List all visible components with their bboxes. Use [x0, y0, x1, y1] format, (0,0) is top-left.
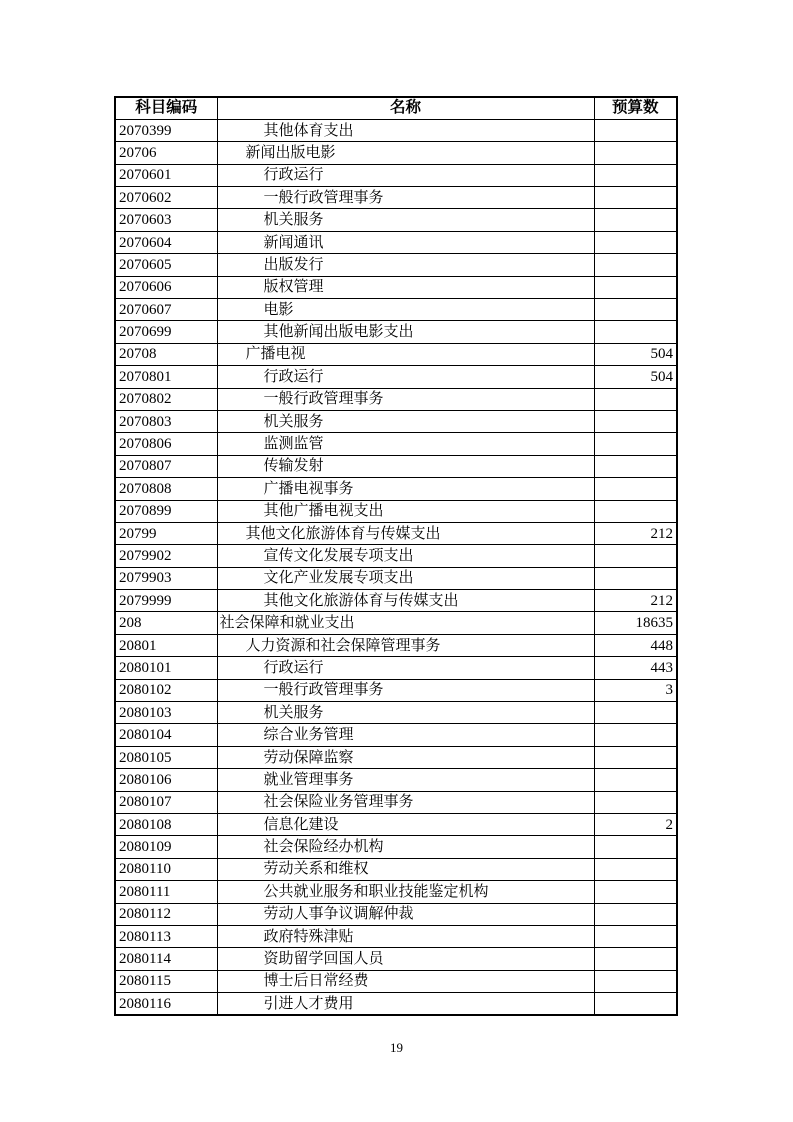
subject-name-cell: 出版发行 [217, 254, 594, 276]
table-row [115, 993, 677, 1015]
subject-name-cell: 监测监管 [217, 433, 594, 455]
subject-name-cell: 一般行政管理事务 [217, 388, 594, 410]
subject-name-cell: 行政运行 [217, 657, 594, 679]
budget-table-body [115, 119, 677, 1015]
table-row [115, 925, 677, 947]
subject-name-cell: 新闻通讯 [217, 231, 594, 253]
table-row [115, 746, 677, 768]
budget-amount-cell [594, 702, 677, 724]
subject-code-cell: 2080115 [115, 970, 217, 992]
table-row [115, 231, 677, 253]
subject-name-cell: 机关服务 [217, 410, 594, 432]
header-subject-code: 科目编码 [115, 97, 217, 119]
budget-amount-cell: 212 [594, 590, 677, 612]
table-row [115, 343, 677, 365]
table-row [115, 903, 677, 925]
subject-name-cell: 其他广播电视支出 [217, 500, 594, 522]
subject-name-cell: 广播电视事务 [217, 478, 594, 500]
table-row [115, 299, 677, 321]
subject-name-cell: 政府特殊津贴 [217, 925, 594, 947]
subject-name-cell: 公共就业服务和职业技能鉴定机构 [217, 881, 594, 903]
table-row [115, 522, 677, 544]
table-row [115, 836, 677, 858]
budget-amount-cell [594, 925, 677, 947]
subject-code-cell: 2079903 [115, 567, 217, 589]
subject-name-cell: 其他新闻出版电影支出 [217, 321, 594, 343]
budget-amount-cell [594, 746, 677, 768]
budget-amount-cell [594, 836, 677, 858]
budget-amount-cell [594, 970, 677, 992]
subject-code-cell: 2070802 [115, 388, 217, 410]
subject-code-cell: 20708 [115, 343, 217, 365]
table-row [115, 679, 677, 701]
subject-name-cell: 行政运行 [217, 164, 594, 186]
table-row [115, 455, 677, 477]
budget-amount-cell [594, 948, 677, 970]
subject-code-cell: 2080106 [115, 769, 217, 791]
subject-code-cell: 2070803 [115, 410, 217, 432]
subject-code-cell: 2080116 [115, 993, 217, 1015]
budget-amount-cell: 3 [594, 679, 677, 701]
subject-code-cell: 208 [115, 612, 217, 634]
subject-name-cell: 其他文化旅游体育与传媒支出 [217, 522, 594, 544]
budget-amount-cell [594, 254, 677, 276]
header-row [115, 97, 677, 119]
budget-amount-cell [594, 410, 677, 432]
budget-amount-cell [594, 209, 677, 231]
budget-amount-cell [594, 142, 677, 164]
subject-code-cell: 2080114 [115, 948, 217, 970]
subject-code-cell: 2070605 [115, 254, 217, 276]
table-row [115, 702, 677, 724]
budget-amount-cell: 212 [594, 522, 677, 544]
subject-code-cell: 2080109 [115, 836, 217, 858]
table-row [115, 634, 677, 656]
subject-name-cell: 社会保险业务管理事务 [217, 791, 594, 813]
subject-name-cell: 劳动关系和维权 [217, 858, 594, 880]
table-row [115, 433, 677, 455]
subject-name-cell: 机关服务 [217, 209, 594, 231]
subject-name-cell: 版权管理 [217, 276, 594, 298]
subject-name-cell: 劳动保障监察 [217, 746, 594, 768]
budget-amount-cell [594, 231, 677, 253]
subject-code-cell: 2070602 [115, 187, 217, 209]
table-row [115, 500, 677, 522]
budget-amount-cell [594, 455, 677, 477]
table-row [115, 567, 677, 589]
subject-name-cell: 电影 [217, 299, 594, 321]
table-row [115, 142, 677, 164]
budget-amount-cell: 504 [594, 343, 677, 365]
subject-name-cell: 行政运行 [217, 366, 594, 388]
subject-code-cell: 2080102 [115, 679, 217, 701]
table-row [115, 276, 677, 298]
subject-code-cell: 2079999 [115, 590, 217, 612]
budget-amount-cell [594, 478, 677, 500]
table-row [115, 814, 677, 836]
subject-name-cell: 传输发射 [217, 455, 594, 477]
subject-name-cell: 引进人才费用 [217, 993, 594, 1015]
subject-code-cell: 2070808 [115, 478, 217, 500]
budget-amount-cell [594, 388, 677, 410]
budget-table [114, 96, 678, 1016]
budget-amount-cell [594, 187, 677, 209]
table-row [115, 612, 677, 634]
table-row [115, 881, 677, 903]
table-row [115, 590, 677, 612]
subject-name-cell: 综合业务管理 [217, 724, 594, 746]
subject-code-cell: 20706 [115, 142, 217, 164]
subject-name-cell: 机关服务 [217, 702, 594, 724]
subject-name-cell: 其他体育支出 [217, 119, 594, 141]
subject-code-cell: 2070806 [115, 433, 217, 455]
subject-name-cell: 文化产业发展专项支出 [217, 567, 594, 589]
budget-amount-cell [594, 299, 677, 321]
subject-code-cell: 2080111 [115, 881, 217, 903]
subject-code-cell: 2070606 [115, 276, 217, 298]
table-row [115, 209, 677, 231]
subject-code-cell: 2080108 [115, 814, 217, 836]
subject-code-cell: 2070899 [115, 500, 217, 522]
budget-amount-cell [594, 993, 677, 1015]
subject-code-cell: 2080101 [115, 657, 217, 679]
subject-code-cell: 2080110 [115, 858, 217, 880]
table-row [115, 321, 677, 343]
table-row [115, 478, 677, 500]
budget-amount-cell [594, 881, 677, 903]
budget-amount-cell [594, 500, 677, 522]
table-row [115, 791, 677, 813]
table-row [115, 545, 677, 567]
subject-code-cell: 2070603 [115, 209, 217, 231]
table-row [115, 366, 677, 388]
budget-amount-cell: 504 [594, 366, 677, 388]
budget-amount-cell [594, 276, 677, 298]
header-budget: 预算数 [594, 97, 677, 119]
table-row [115, 858, 677, 880]
subject-name-cell: 资助留学回国人员 [217, 948, 594, 970]
budget-amount-cell [594, 433, 677, 455]
budget-amount-cell: 443 [594, 657, 677, 679]
table-row [115, 119, 677, 141]
subject-name-cell: 广播电视 [217, 343, 594, 365]
budget-amount-cell [594, 545, 677, 567]
subject-code-cell: 2080107 [115, 791, 217, 813]
header-name: 名称 [217, 97, 594, 119]
budget-amount-cell [594, 858, 677, 880]
page-number: 19 [390, 1040, 403, 1055]
subject-name-cell: 社会保障和就业支出 [217, 612, 594, 634]
subject-name-cell: 其他文化旅游体育与传媒支出 [217, 590, 594, 612]
table-row [115, 970, 677, 992]
subject-code-cell: 2080103 [115, 702, 217, 724]
table-row [115, 187, 677, 209]
subject-name-cell: 社会保险经办机构 [217, 836, 594, 858]
subject-code-cell: 2080112 [115, 903, 217, 925]
subject-name-cell: 信息化建设 [217, 814, 594, 836]
budget-amount-cell: 448 [594, 634, 677, 656]
budget-amount-cell: 18635 [594, 612, 677, 634]
subject-code-cell: 2070699 [115, 321, 217, 343]
table-row [115, 724, 677, 746]
subject-code-cell: 2080104 [115, 724, 217, 746]
budget-amount-cell [594, 164, 677, 186]
subject-code-cell: 2070807 [115, 455, 217, 477]
subject-code-cell: 2070607 [115, 299, 217, 321]
budget-amount-cell [594, 321, 677, 343]
budget-amount-cell [594, 769, 677, 791]
subject-code-cell: 2080113 [115, 925, 217, 947]
subject-code-cell: 2070601 [115, 164, 217, 186]
subject-code-cell: 2070399 [115, 119, 217, 141]
subject-code-cell: 2080105 [115, 746, 217, 768]
table-row [115, 769, 677, 791]
budget-table-header [115, 97, 677, 119]
subject-name-cell: 劳动人事争议调解仲裁 [217, 903, 594, 925]
subject-name-cell: 人力资源和社会保障管理事务 [217, 634, 594, 656]
table-row [115, 254, 677, 276]
table-row [115, 948, 677, 970]
budget-amount-cell [594, 903, 677, 925]
subject-name-cell: 博士后日常经费 [217, 970, 594, 992]
subject-code-cell: 2070801 [115, 366, 217, 388]
table-row [115, 410, 677, 432]
table-row [115, 657, 677, 679]
subject-name-cell: 新闻出版电影 [217, 142, 594, 164]
table-row [115, 388, 677, 410]
budget-amount-cell: 2 [594, 814, 677, 836]
subject-name-cell: 一般行政管理事务 [217, 679, 594, 701]
subject-name-cell: 一般行政管理事务 [217, 187, 594, 209]
subject-name-cell: 宣传文化发展专项支出 [217, 545, 594, 567]
subject-code-cell: 20799 [115, 522, 217, 544]
budget-amount-cell [594, 724, 677, 746]
budget-amount-cell [594, 119, 677, 141]
table-row [115, 164, 677, 186]
subject-code-cell: 20801 [115, 634, 217, 656]
budget-amount-cell [594, 791, 677, 813]
subject-code-cell: 2079902 [115, 545, 217, 567]
subject-name-cell: 就业管理事务 [217, 769, 594, 791]
subject-code-cell: 2070604 [115, 231, 217, 253]
budget-amount-cell [594, 567, 677, 589]
